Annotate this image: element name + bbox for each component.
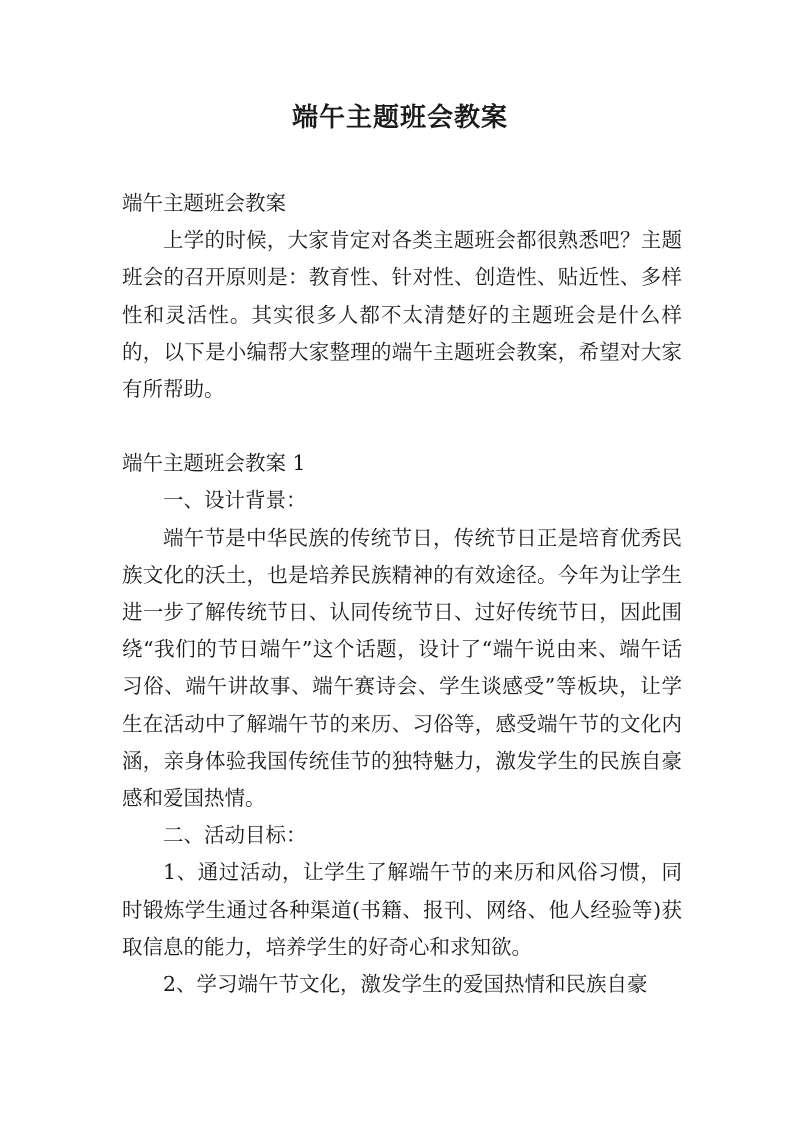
paragraph-spacer: [122, 408, 682, 445]
subheading-design-background: 一、设计背景：: [163, 488, 307, 513]
design-background-paragraph: 端午节是中华民族的传统节日，传统节日正是培育优秀民族文化的沃土，也是培养民族精神的有效途径。今年为让学生进一步了解传统节日、认同传统节日、过好传统节日，因此围绕“我们的节日端午”这个话题，设计了“端午说由来、端午话习俗、端午讲故事、端午赛诗会、学生谈感受”等板块，让学生在活动中了解端午节的来历、习俗等，感受端午节的文化内涵，亲身体验我国传统佳节的独特魅力，激发学生的民族自豪感和爱国热情。: [122, 525, 682, 811]
intro-heading: 端午主题班会教案: [122, 191, 286, 215]
section-heading: 端午主题班会教案 1: [122, 451, 306, 476]
intro-paragraph: 上学的时候，大家肯定对各类主题班会都很熟悉吧？主题班会的召开原则是：教育性、针对性、创造性、贴近性、多样性和灵活性。其实很多人都不太清楚好的主题班会是什么样的，以下是小编帮大家整理的端午主题班会教案，希望对大家有所帮助。: [122, 228, 682, 402]
goal-item-2: 2、学习端午节文化，激发学生的爱国热情和民族自豪: [163, 972, 648, 997]
document-body: [122, 185, 682, 1003]
document-title: 端午主题班会教案: [291, 103, 508, 133]
goal-item-1: 1、通过活动，让学生了解端午节的来历和风俗习惯，同时锻炼学生通过各种渠道(书籍、报刊、网络、他人经验等)获取信息的能力，培养学生的好奇心和求知欲。: [122, 860, 682, 959]
subheading-activity-goals: 二、活动目标：: [163, 823, 307, 848]
